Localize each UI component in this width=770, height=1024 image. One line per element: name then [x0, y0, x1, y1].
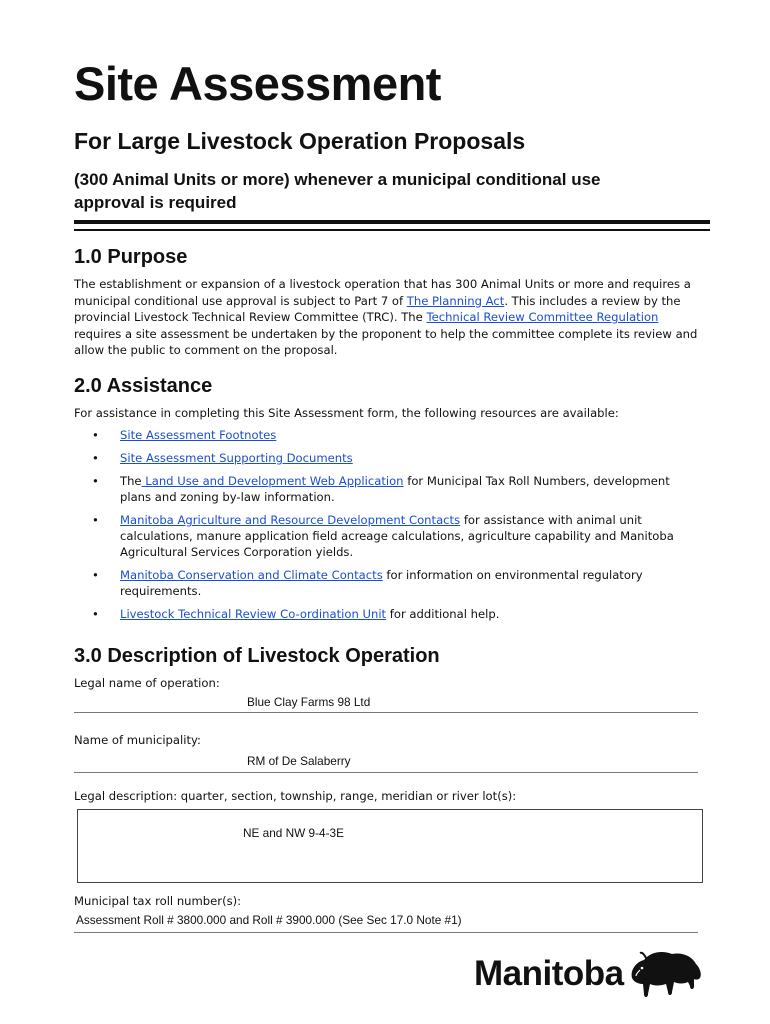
legal-name-underline	[74, 712, 698, 713]
purpose-text-3: requires a site assessment be undertaken by the proponent to help the committee complete its review and allow the public to comment on the proposal.	[74, 326, 698, 357]
tax-roll-field[interactable]: Assessment Roll # 3800.000 and Roll # 3900.000 (See Sec 17.0 Note #1)	[76, 913, 462, 927]
item-text: for assistance with animal unit calculations, manure application field acreage calculations, agriculture capability and Manitoba Agricultural Services Corporation yields.	[120, 513, 674, 559]
bullet-icon: •	[92, 474, 99, 488]
purpose-text-2: . This includes a review by the provincial Livestock Technical Review Committee (TRC). The	[74, 293, 681, 324]
list-item	[74, 567, 704, 599]
municipality-field[interactable]: RM of De Salaberry	[247, 754, 351, 768]
trc-regulation-link[interactable]: Technical Review Committee Regulation	[426, 310, 659, 324]
item-prefix: The	[120, 474, 142, 488]
bullet-icon: •	[92, 451, 99, 465]
municipality-label: Name of municipality:	[74, 733, 201, 747]
logo-wordmark: Manitoba	[474, 954, 624, 993]
bullet-icon: •	[92, 428, 99, 442]
manitoba-logo	[474, 944, 704, 1004]
purpose-heading: 1.0 Purpose	[74, 246, 188, 268]
item-text: for information on environmental regulatory requirements.	[120, 568, 643, 598]
list-item	[74, 473, 704, 505]
legal-name-field[interactable]: Blue Clay Farms 98 Ltd	[247, 695, 371, 709]
assistance-heading: 2.0 Assistance	[74, 375, 213, 397]
legal-description-field[interactable]	[77, 809, 703, 883]
item-text: for Municipal Tax Roll Numbers, development plans and zoning by-law information.	[120, 474, 670, 504]
legal-description-value: NE and NW 9-4-3E	[243, 826, 344, 840]
bison-icon	[628, 948, 704, 1000]
list-item	[74, 450, 704, 466]
resource-list	[74, 427, 704, 629]
footnotes-link[interactable]: Site Assessment Footnotes	[120, 428, 277, 442]
review-unit-link[interactable]: Livestock Technical Review Co-ordination Unit	[120, 607, 387, 621]
planning-act-link[interactable]: The Planning Act	[406, 293, 505, 308]
municipality-underline	[74, 772, 698, 773]
supporting-documents-link[interactable]: Site Assessment Supporting Documents	[120, 451, 353, 465]
legal-description-label: Legal description: quarter, section, township, range, meridian or river lot(s):	[74, 789, 517, 803]
list-item	[74, 427, 704, 443]
land-use-app-link[interactable]: Land Use and Development Web Application	[141, 474, 404, 488]
purpose-text-1: The establishment or expansion of a livestock operation that has 300 Animal Units or more and requires a municipal conditional use approval is subject to Part 7 of	[74, 277, 691, 308]
header-rule-thick	[74, 220, 710, 224]
conservation-contacts-link[interactable]: Manitoba Conservation and Climate Contacts	[120, 568, 383, 582]
legal-name-label: Legal name of operation:	[74, 676, 220, 690]
bullet-icon: •	[92, 607, 99, 621]
page-subtitle: For Large Livestock Operation Proposals	[74, 128, 526, 154]
bullet-icon: •	[92, 513, 99, 527]
agriculture-contacts-link[interactable]: Manitoba Agriculture and Resource Development Contacts	[120, 513, 461, 527]
assistance-intro: For assistance in completing this Site Assessment form, the following resources are available:	[74, 406, 619, 420]
page-note: (300 Animal Units or more) whenever a municipal conditional use approval is required	[74, 170, 601, 212]
list-item	[74, 606, 704, 622]
description-heading: 3.0 Description of Livestock Operation	[74, 645, 440, 667]
bullet-icon: •	[92, 568, 99, 582]
purpose-paragraph	[74, 276, 704, 359]
item-text: for additional help.	[386, 607, 500, 621]
tax-roll-label: Municipal tax roll number(s):	[74, 894, 242, 908]
page-title: Site Assessment	[74, 57, 441, 110]
list-item	[74, 512, 704, 560]
header-rule-thin	[74, 229, 710, 231]
tax-roll-underline	[74, 932, 698, 933]
